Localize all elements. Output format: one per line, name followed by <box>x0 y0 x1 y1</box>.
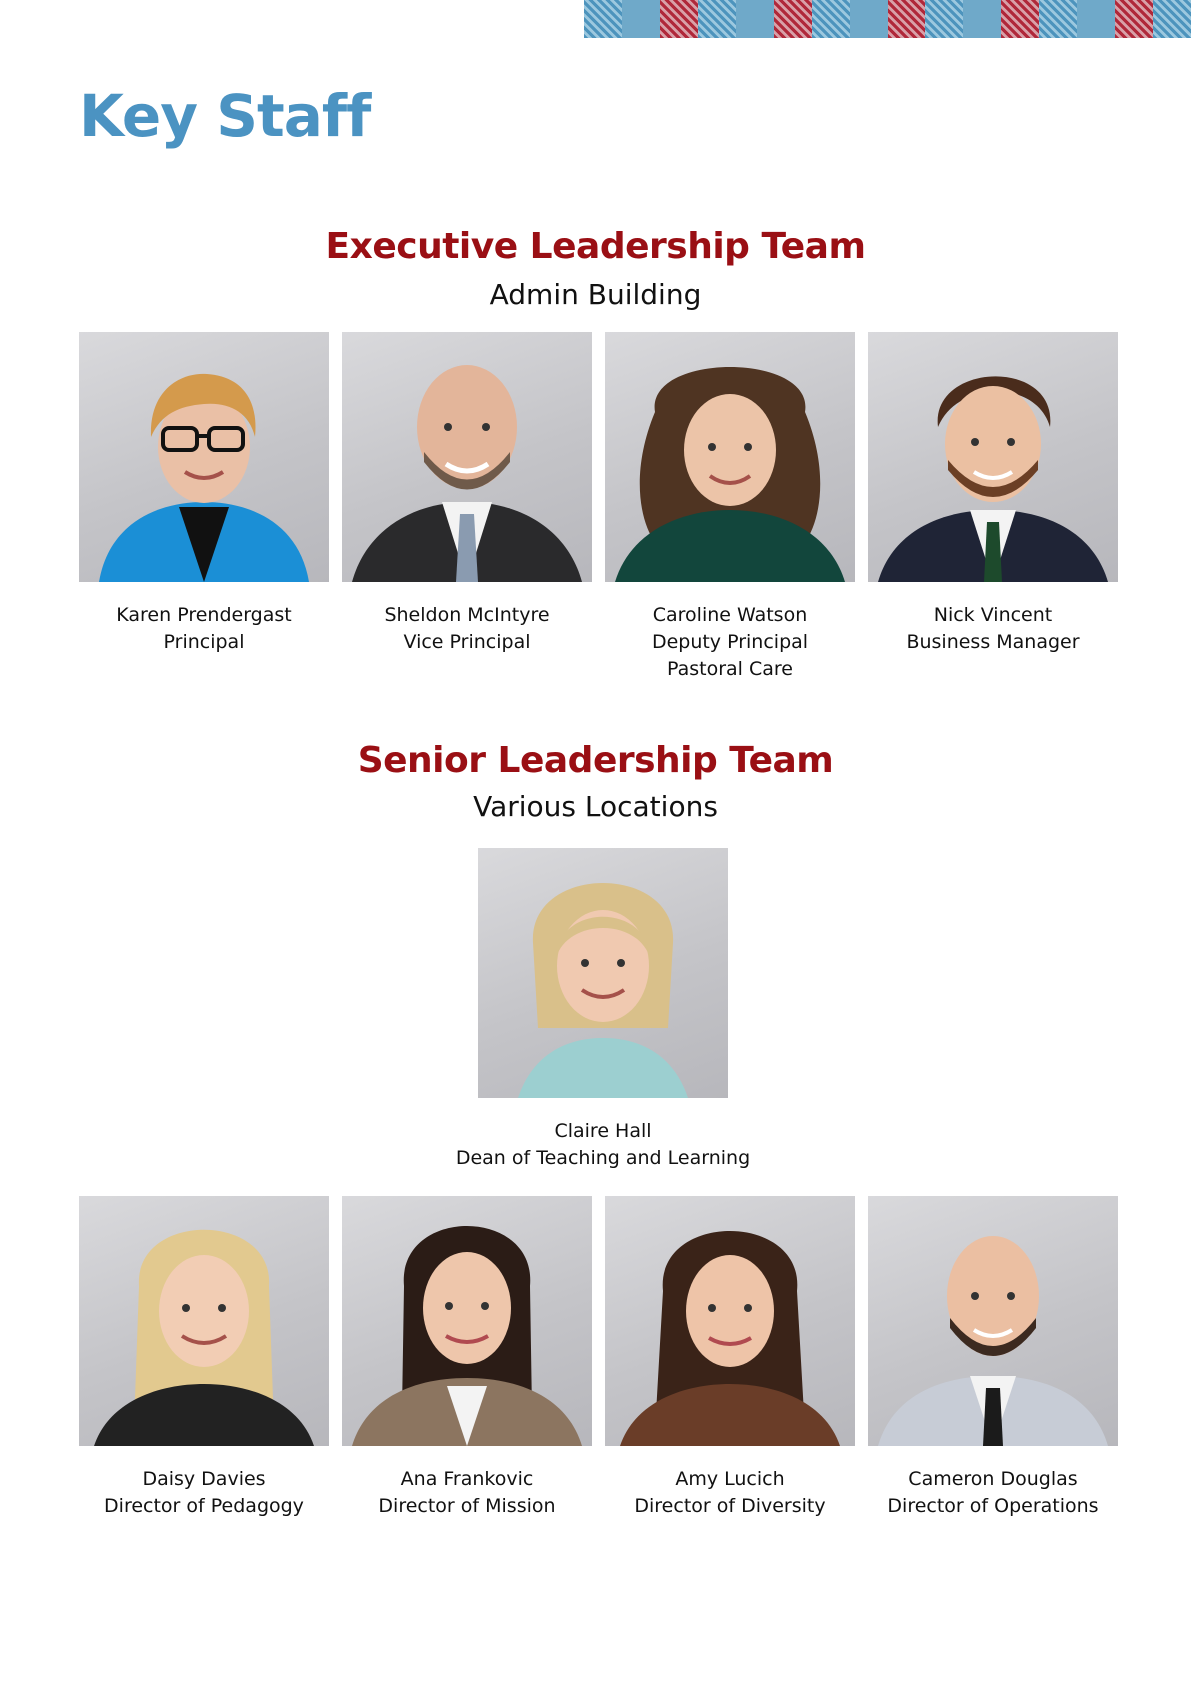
stripe-segment <box>584 0 622 38</box>
stripe-segment <box>1001 0 1039 38</box>
staff-caption <box>79 602 329 656</box>
staff-name: Daisy Davies <box>142 1468 266 1490</box>
staff-caption <box>868 602 1118 656</box>
staff-card <box>605 332 855 683</box>
staff-portrait-photo <box>868 1196 1118 1446</box>
staff-name: Caroline Watson <box>652 604 808 626</box>
staff-role: Director of Operations <box>887 1495 1099 1517</box>
stripe-segment <box>1039 0 1077 38</box>
staff-portrait-photo <box>605 1196 855 1446</box>
person-portrait-icon <box>605 1196 855 1446</box>
staff-caption <box>403 1118 803 1172</box>
person-portrait-icon <box>868 332 1118 582</box>
person-portrait-icon <box>342 1196 592 1446</box>
stripe-segment <box>1115 0 1153 38</box>
stripe-segment <box>736 0 774 38</box>
person-portrait-icon <box>868 1196 1118 1446</box>
staff-name: Nick Vincent <box>933 604 1053 626</box>
executive-section-location: Admin Building <box>489 278 702 311</box>
stripe-segment <box>812 0 850 38</box>
staff-card <box>342 332 592 656</box>
stripe-segment <box>963 0 1001 38</box>
staff-name: Claire Hall <box>554 1120 652 1142</box>
staff-name: Amy Lucich <box>675 1468 785 1490</box>
stripe-segment <box>1153 0 1191 38</box>
stripe-segment <box>698 0 736 38</box>
staff-caption <box>605 602 855 683</box>
staff-role: Deputy Principal <box>651 631 809 653</box>
executive-section-title: Executive Leadership Team <box>325 226 866 267</box>
staff-name: Ana Frankovic <box>400 1468 534 1490</box>
staff-role: Business Manager <box>906 631 1080 653</box>
stripe-segment <box>774 0 812 38</box>
decorative-stripe-banner <box>584 0 1191 38</box>
staff-role: Director of Diversity <box>634 1495 826 1517</box>
staff-role: Principal <box>163 631 245 653</box>
stripe-segment <box>622 0 660 38</box>
stripe-segment <box>660 0 698 38</box>
senior-section-title: Senior Leadership Team <box>357 740 834 781</box>
staff-name: Cameron Douglas <box>908 1468 1078 1490</box>
staff-portrait-photo <box>342 1196 592 1446</box>
staff-portrait-photo <box>605 332 855 582</box>
staff-portrait-photo <box>478 848 728 1098</box>
stripe-segment <box>925 0 963 38</box>
staff-card <box>868 332 1118 656</box>
person-portrait-icon <box>79 332 329 582</box>
staff-name: Sheldon McIntyre <box>384 604 550 626</box>
staff-caption <box>793 1466 1191 1520</box>
page-title: Key Staff <box>79 82 371 150</box>
staff-portrait-photo <box>79 1196 329 1446</box>
staff-role: Dean of Teaching and Learning <box>455 1147 751 1169</box>
staff-role: Vice Principal <box>403 631 531 653</box>
staff-caption <box>342 602 592 656</box>
person-portrait-icon <box>79 1196 329 1446</box>
stripe-segment <box>850 0 888 38</box>
staff-card <box>79 332 329 656</box>
stripe-segment <box>1077 0 1115 38</box>
senior-section-location: Various Locations <box>473 790 718 823</box>
person-portrait-icon <box>342 332 592 582</box>
staff-portrait-photo <box>342 332 592 582</box>
person-portrait-icon <box>478 848 728 1098</box>
staff-name: Karen Prendergast <box>116 604 292 626</box>
staff-role: Director of Mission <box>378 1495 556 1517</box>
staff-portrait-photo <box>79 332 329 582</box>
staff-card <box>868 1196 1118 1520</box>
stripe-segment <box>888 0 926 38</box>
staff-role: Director of Pedagogy <box>104 1495 304 1517</box>
staff-role-line-2: Pastoral Care <box>667 658 793 680</box>
staff-portrait-photo <box>868 332 1118 582</box>
person-portrait-icon <box>605 332 855 582</box>
featured-staff-card <box>455 848 751 1172</box>
